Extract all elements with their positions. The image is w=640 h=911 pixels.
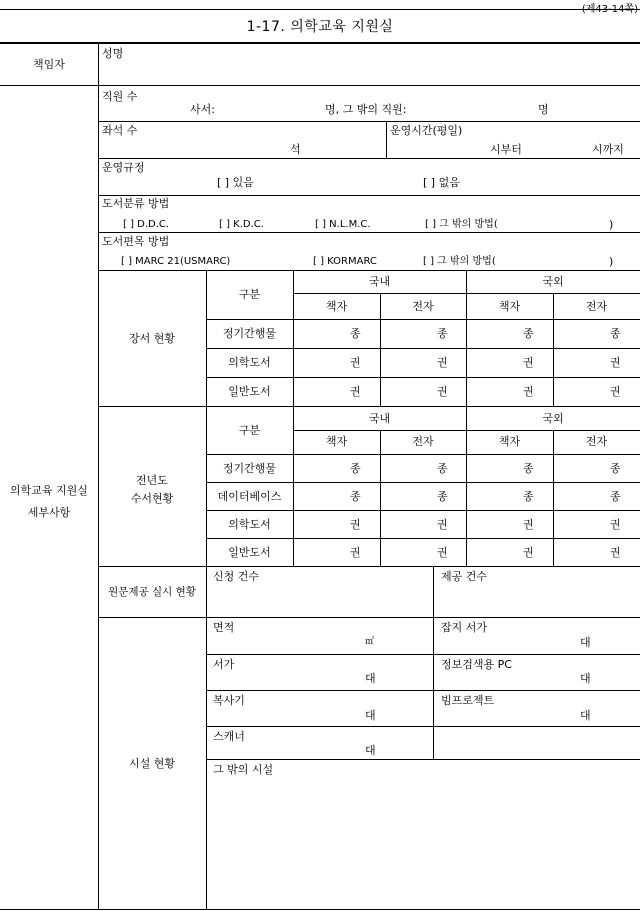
rule — [206, 482, 640, 483]
acq-foreign: 국외 — [542, 412, 564, 425]
classification-label: 도서분류 방법 — [102, 197, 170, 210]
holdings-unit: 권 — [350, 356, 361, 369]
page-title: 1-17. 의학교육 지원실 — [246, 19, 394, 35]
holdings-unit: 권 — [437, 385, 448, 398]
shelf-label: 서가 — [213, 658, 235, 671]
projector-unit: 대 — [580, 709, 591, 722]
acq-dom-electronic: 전자 — [412, 435, 434, 448]
acq-for-electronic: 전자 — [585, 435, 608, 448]
projector-label: 빔프로젝트 — [441, 694, 495, 707]
holdings-unit: 권 — [523, 385, 534, 398]
classification-nlmc-checkbox[interactable]: [ ] N.L.M.C. — [315, 219, 371, 230]
staff-label: 직원 수 — [102, 90, 138, 103]
rule — [206, 538, 640, 539]
magazine-rack-unit: 대 — [580, 636, 591, 649]
acq-unit: 권 — [523, 518, 534, 531]
holdings-unit: 권 — [610, 356, 621, 369]
cataloging-marc21-checkbox[interactable]: [ ] MARC 21(USMARC) — [121, 256, 231, 267]
holdings-col-div: 구분 — [238, 288, 261, 301]
facilities-label: 시설 현황 — [128, 757, 175, 770]
staff-unit: 명 — [538, 103, 549, 116]
rule — [98, 566, 640, 567]
holdings-foreign: 국외 — [542, 275, 564, 288]
rule — [466, 406, 467, 566]
acq-unit: 권 — [437, 546, 448, 559]
acq-unit: 종 — [350, 490, 361, 503]
holdings-row-name: 정기간행물 — [222, 327, 277, 340]
rule — [206, 654, 640, 655]
shelf-unit: 대 — [365, 672, 376, 685]
rule — [206, 377, 640, 378]
rule — [0, 85, 640, 86]
holdings-unit: 종 — [610, 327, 621, 340]
rule — [0, 909, 640, 910]
doc-delivery-label: 원문제공 실시 현황 — [108, 586, 196, 598]
holdings-dom-book: 책자 — [325, 300, 348, 313]
holdings-dom-electronic: 전자 — [412, 300, 434, 313]
acq-unit: 권 — [350, 518, 361, 531]
rule — [293, 406, 294, 566]
rule — [98, 617, 640, 618]
cataloging-kormarc-checkbox[interactable]: [ ] KORMARC — [313, 256, 377, 267]
rule — [206, 759, 640, 760]
acq-unit: 종 — [437, 462, 448, 475]
acq-unit: 종 — [523, 490, 534, 503]
acq-row-name: 데이터베이스 — [217, 490, 282, 503]
rule — [293, 270, 294, 406]
classification-close-paren: ) — [609, 218, 614, 231]
classification-ddc-checkbox[interactable]: [ ] D.D.C. — [123, 219, 170, 230]
rule — [206, 454, 640, 455]
manager-label: 책임자 — [33, 58, 65, 71]
seats-label: 좌석 수 — [102, 124, 138, 137]
holdings-unit: 권 — [610, 385, 621, 398]
acq-unit: 권 — [437, 518, 448, 531]
hours-to: 시까지 — [592, 143, 624, 156]
holdings-unit: 권 — [350, 385, 361, 398]
holdings-unit: 종 — [523, 327, 534, 340]
seats-unit: 석 — [290, 143, 301, 156]
rule — [98, 270, 640, 271]
search-pc-unit: 대 — [580, 672, 591, 685]
holdings-for-book: 책자 — [498, 300, 521, 313]
cataloging-label: 도서편목 방법 — [102, 235, 170, 248]
holdings-unit: 권 — [523, 356, 534, 369]
acq-row-name: 의학도서 — [228, 518, 271, 531]
scanner-unit: 대 — [365, 744, 376, 757]
hours-from: 시부터 — [490, 143, 522, 156]
acq-col-div: 구분 — [238, 424, 261, 437]
acq-unit: 권 — [610, 518, 621, 531]
acq-unit: 종 — [610, 462, 621, 475]
other-staff-label: 명, 그 밖의 직원: — [325, 103, 407, 116]
librarian-label: 사서: — [190, 103, 215, 116]
holdings-unit: 종 — [350, 327, 361, 340]
section-label: 의학교육 지원실 세부사항 — [10, 484, 88, 519]
rule — [206, 510, 640, 511]
acq-unit: 종 — [350, 462, 361, 475]
holdings-row-name: 일반도서 — [228, 385, 271, 398]
other-facilities-label: 그 밖의 시설 — [213, 763, 274, 776]
acq-unit: 권 — [610, 546, 621, 559]
rule — [206, 690, 640, 691]
acq-domestic: 국내 — [368, 412, 391, 425]
area-unit: ㎡ — [365, 637, 375, 647]
rules-yes-checkbox[interactable]: [ ] 있음 — [217, 176, 254, 189]
acq-row-name: 일반도서 — [228, 546, 271, 559]
holdings-unit: 종 — [437, 327, 448, 340]
acq-unit: 종 — [437, 490, 448, 503]
acq-unit: 종 — [523, 462, 534, 475]
holdings-for-electronic: 전자 — [585, 300, 608, 313]
classification-other-checkbox[interactable]: [ ] 그 밖의 방법( — [425, 219, 498, 230]
rule — [98, 232, 640, 233]
hours-label: 운영시간(평일) — [390, 124, 463, 137]
rule — [553, 430, 554, 566]
copier-label: 복사기 — [213, 694, 245, 707]
acq-unit: 종 — [610, 490, 621, 503]
rule — [386, 121, 387, 158]
holdings-domestic: 국내 — [368, 275, 391, 288]
holdings-row-name: 의학도서 — [228, 356, 271, 369]
rules-no-checkbox[interactable]: [ ] 없음 — [423, 176, 460, 189]
rule — [206, 726, 640, 727]
classification-kdc-checkbox[interactable]: [ ] K.D.C. — [219, 219, 264, 230]
acq-unit: 권 — [350, 546, 361, 559]
acq-for-book: 책자 — [498, 435, 521, 448]
area-label: 면적 — [213, 621, 235, 634]
rule — [466, 270, 467, 406]
rule — [98, 158, 640, 159]
rule — [206, 348, 640, 349]
holdings-label: 장서 현황 — [128, 332, 175, 345]
rules-label: 운영규정 — [102, 161, 145, 174]
rule — [98, 195, 640, 196]
copier-unit: 대 — [365, 709, 376, 722]
cataloging-close-paren: ) — [609, 255, 614, 268]
form-code — [582, 0, 638, 15]
rule — [0, 9, 640, 10]
holdings-unit: 권 — [437, 356, 448, 369]
rule — [380, 430, 381, 566]
rule — [98, 406, 640, 407]
rule — [0, 42, 640, 44]
provided-label: 제공 건수 — [441, 570, 488, 583]
rule — [206, 319, 640, 320]
requests-label: 신청 건수 — [213, 570, 260, 583]
magazine-rack-label: 잡지 서가 — [441, 621, 488, 634]
cataloging-other-checkbox[interactable]: [ ] 그 밖의 방법( — [423, 256, 496, 267]
search-pc-label: 정보검색용 PC — [441, 658, 512, 671]
acq-unit: 권 — [523, 546, 534, 559]
scanner-label: 스캐너 — [213, 730, 245, 743]
rule — [98, 121, 640, 122]
name-label: 성명 — [102, 47, 124, 60]
acq-dom-book: 책자 — [325, 435, 348, 448]
acq-row-name: 정기간행물 — [222, 462, 277, 475]
acquisitions-label: 전년도 수서현황 — [130, 474, 174, 505]
rule — [433, 566, 434, 759]
